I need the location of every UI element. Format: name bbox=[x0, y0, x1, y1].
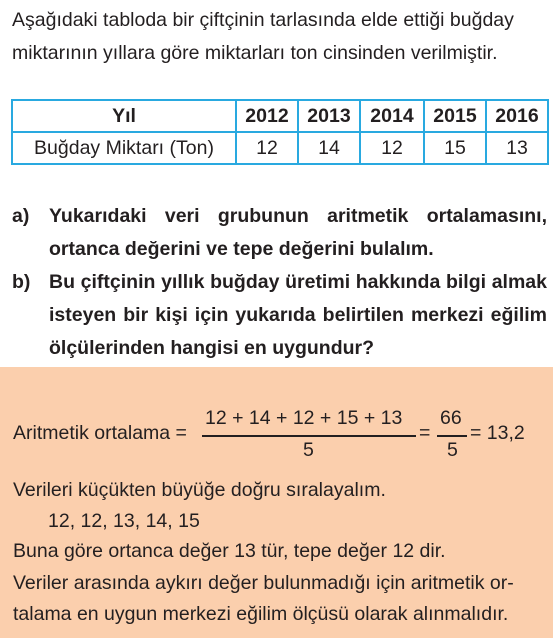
intro-paragraph: Aşağıdaki tabloda bir çiftçinin tarlasında elde ettiği buğday miktarının yıllara göre miktarları ton cinsinden verilmiştir. bbox=[12, 9, 514, 64]
value-cell: 14 bbox=[298, 132, 360, 164]
wheat-table bbox=[11, 99, 549, 165]
year-header: Yıl bbox=[12, 100, 236, 132]
year-cell: 2016 bbox=[486, 100, 548, 132]
question-b-text: Bu çiftçinin yıllık buğday üretimi hakkında bilgi almak isteyen bir kişi için yukarıda belirtilen merkezi eğilim ölçülerinden hangisi en uygundur? bbox=[49, 271, 547, 359]
year-cell: 2015 bbox=[424, 100, 486, 132]
sorted-values: 12, 12, 13, 14, 15 bbox=[48, 510, 200, 532]
question-a bbox=[12, 200, 547, 266]
value-cell: 12 bbox=[236, 132, 298, 164]
question-b bbox=[12, 266, 547, 365]
equals-sign: = bbox=[419, 422, 431, 444]
year-cell: 2012 bbox=[236, 100, 298, 132]
value-cell: 15 bbox=[424, 132, 486, 164]
fraction2-denominator: 5 bbox=[447, 439, 458, 461]
conclusion-line-2: talama en uygun merkezi eğilim ölçüsü olarak alınmalıdır. bbox=[13, 603, 509, 625]
mean-numerator: 12 + 14 + 12 + 15 + 13 bbox=[205, 407, 403, 429]
year-cell: 2014 bbox=[360, 100, 424, 132]
question-a-label: a) bbox=[12, 205, 30, 227]
mean-label: Aritmetik ortalama = bbox=[13, 422, 187, 444]
fraction-bar bbox=[437, 435, 467, 437]
median-mode-text: Buna göre ortanca değer 13 tür, tepe değer 12 dir. bbox=[13, 540, 446, 562]
conclusion-line-1: Veriler arasında aykırı değer bulunmadığı için aritmetik or- bbox=[13, 572, 514, 594]
value-cell: 13 bbox=[486, 132, 548, 164]
fraction2-numerator: 66 bbox=[440, 407, 462, 429]
question-a-text: Yukarıdaki veri grubunun aritmetik ortalamasını, ortanca değerini ve tepe değerini bulalım. bbox=[49, 205, 547, 260]
answer-box bbox=[0, 367, 553, 638]
mean-denominator: 5 bbox=[303, 439, 314, 461]
value-cell: 12 bbox=[360, 132, 424, 164]
table-header-row bbox=[12, 100, 548, 132]
sort-instruction: Verileri küçükten büyüğe doğru sıralayalım. bbox=[13, 479, 386, 501]
fraction-bar bbox=[202, 435, 416, 437]
year-cell: 2013 bbox=[298, 100, 360, 132]
question-b-label: b) bbox=[12, 271, 31, 293]
table-row bbox=[12, 132, 548, 164]
mean-result: = 13,2 bbox=[470, 422, 525, 444]
row-label: Buğday Miktarı (Ton) bbox=[12, 132, 236, 164]
